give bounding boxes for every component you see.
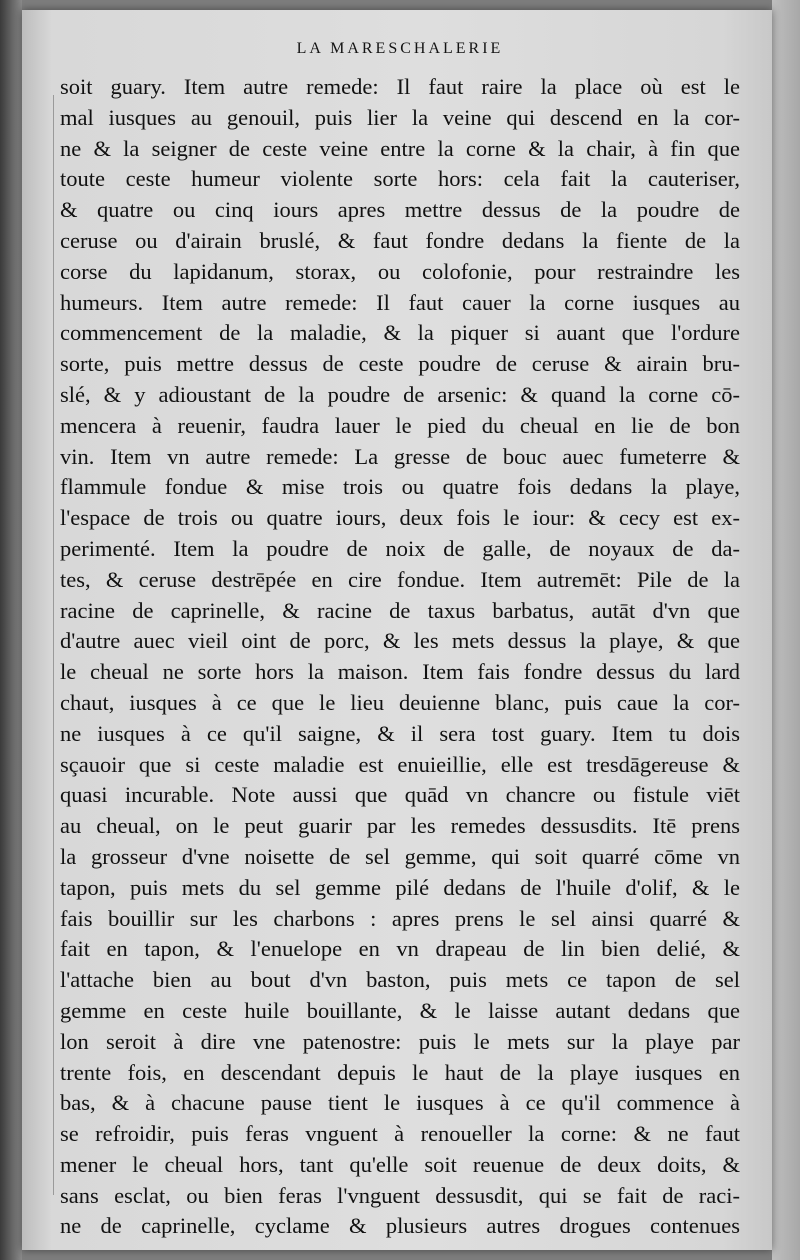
text-line-25: au cheual, on le peut guarir par les remedes dessusdits. Itē prens: [60, 813, 740, 839]
text-line-30: l'attache bien au bout d'vn baston, puis mets ce tapon de sel: [60, 967, 740, 993]
text-line-36: mener le cheual hors, tant qu'elle soit reuenue de deux doits, &: [60, 1151, 740, 1177]
text-line-20: le cheual ne sorte hors la maison. Item fais fondre dessus du lard: [60, 659, 740, 685]
text-line-19: d'autre auec vieil oint de porc, & les mets dessus la playe, & que: [60, 628, 740, 654]
text-line-6: ceruse ou d'airain bruslé, & faut fondre dedans la fiente de la: [60, 227, 740, 253]
book-gutter-shadow: [0, 0, 22, 1260]
text-line-8: humeurs. Item autre remede: Il faut cauer la corne iusques au: [60, 289, 740, 315]
text-line-3: ne & la seigner de ceste veine entre la corne & la chair, à fin que: [60, 135, 740, 161]
margin-rule: [53, 95, 54, 1195]
body-text: [60, 72, 740, 1242]
running-head: LA MARESCHALERIE: [296, 40, 504, 57]
text-line-5: & quatre ou cinq iours apres mettre dessus de la poudre de: [60, 197, 740, 223]
text-line-35: se refroidir, puis feras vnguent à renoueller la corne: & ne faut: [60, 1121, 740, 1147]
text-line-32: lon seroit à dire vne patenostre: puis le mets sur la playe par: [60, 1028, 740, 1054]
text-line-4: toute ceste humeur violente sorte hors: cela fait la cauteriser,: [60, 166, 740, 192]
text-line-14: flammule fondue & mise trois ou quatre fois dedans la playe,: [60, 474, 740, 500]
text-line-11: slé, & y adioustant de la poudre de arsenic: & quand la corne cō-: [60, 381, 740, 407]
text-line-10: sorte, puis mettre dessus de ceste poudre de ceruse & airain bru-: [60, 351, 740, 377]
text-line-1: soit guary. Item autre remede: Il faut raire la place où est le: [60, 74, 740, 99]
text-line-13: vin. Item vn autre remede: La gresse de bouc auec fumeterre &: [60, 443, 740, 469]
text-line-37: sans esclat, ou bien feras l'vnguent dessusdit, qui se fait de raci-: [60, 1182, 740, 1208]
text-line-26: la grosseur d'vne noisette de sel gemme, qui soit quarré cōme vn: [60, 843, 740, 869]
text-line-12: mencera à reuenir, faudra lauer le pied du cheual en lie de bon: [60, 412, 740, 438]
text-line-22: ne iusques à ce qu'il saigne, & il sera tost guary. Item tu dois: [60, 720, 740, 746]
text-line-38: ne de caprinelle, cyclame & plusieurs autres drogues contenues: [60, 1213, 740, 1239]
text-line-31: gemme en ceste huile bouillante, & le laisse autant dedans que: [60, 997, 740, 1023]
text-line-2: mal iusques au genouil, puis lier la veine qui descend en la cor-: [60, 104, 740, 130]
text-line-24: quasi incurable. Note aussi que quād vn chancre ou fistule viēt: [60, 782, 740, 808]
text-line-28: fais bouillir sur les charbons : apres prens le sel ainsi quarré &: [60, 905, 740, 931]
text-line-27: tapon, puis mets du sel gemme pilé dedans de l'huile d'olif, & le: [60, 874, 740, 900]
page-edge: [772, 0, 800, 1260]
text-line-33: trente fois, en descendant depuis le haut de la playe iusques en: [60, 1059, 740, 1085]
text-line-18: racine de caprinelle, & racine de taxus barbatus, autāt d'vn que: [60, 597, 740, 623]
text-line-23: sçauoir que si ceste maladie est enuieillie, elle est tresdāgereuse &: [60, 751, 740, 777]
text-line-29: fait en tapon, & l'enuelope en vn drapeau de lin bien delié, &: [60, 936, 740, 962]
text-line-17: tes, & ceruse destrēpée en cire fondue. Item autremēt: Pile de la: [60, 566, 740, 592]
text-line-15: l'espace de trois ou quatre iours, deux fois le iour: & cecy est ex-: [60, 505, 740, 531]
text-line-7: corse du lapidanum, storax, ou colofonie, pour restraindre les: [60, 258, 740, 284]
text-line-34: bas, & à chacune pause tient le iusques à ce qu'il commence à: [60, 1090, 740, 1116]
text-line-16: perimenté. Item la poudre de noix de galle, de noyaux de da-: [60, 535, 740, 561]
text-line-21: chaut, iusques à ce que le lieu deuienne blanc, puis caue la cor-: [60, 689, 740, 715]
text-line-9: commencement de la maladie, & la piquer si auant que l'ordure: [60, 320, 740, 346]
